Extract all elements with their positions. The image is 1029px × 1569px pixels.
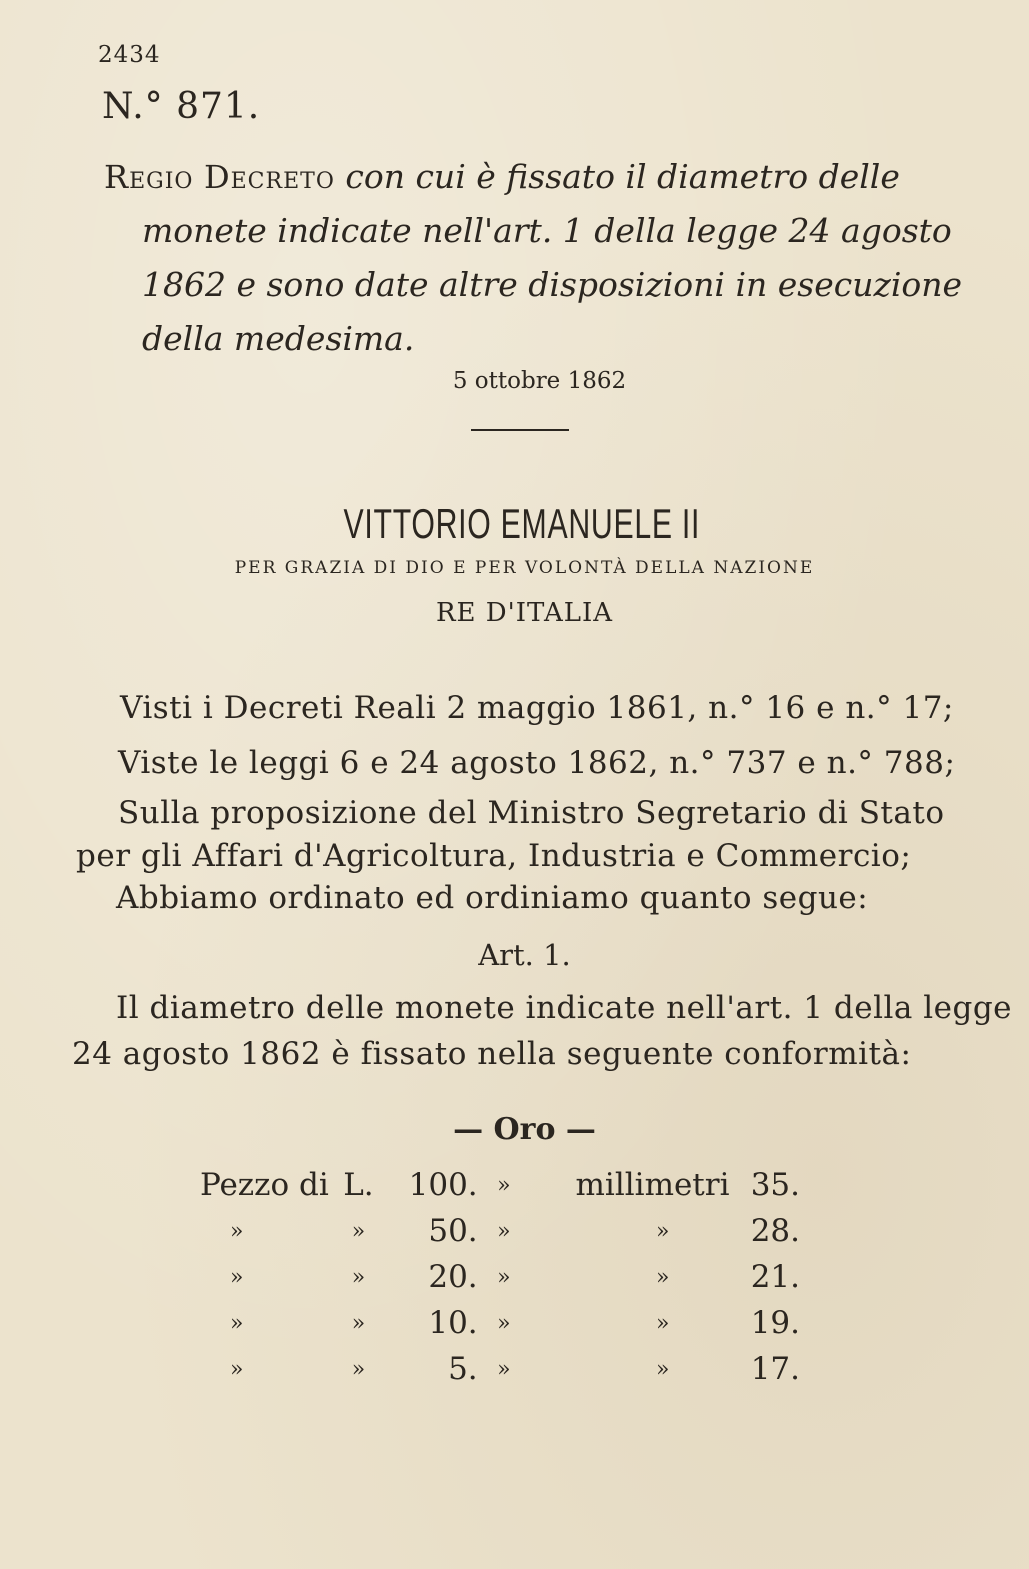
coin-diameter: 35. [750,1167,800,1203]
gold-section-heading: — Oro — [453,1112,596,1147]
ditto-mark: » [230,1310,244,1336]
title-lead-word-2: Decreto [203,158,335,196]
coin-diameter: 21. [750,1259,800,1295]
preamble-line-3: Sulla proposizione del Ministro Segretario di Stato [118,795,945,831]
article-line-1: Il diametro delle monete indicate nell'art. 1 della legge [116,990,1013,1026]
king-title: RE D'ITALIA [435,598,614,628]
ditto-mark: » [351,1264,366,1290]
coin-value: 5. [448,1351,478,1387]
preamble-line-4: per gli Affari d'Agricoltura, Industria e Commercio; [76,838,912,874]
sovereign-name: VITTORIO EMANUELE II [343,500,701,547]
ditto-mark: » [656,1264,670,1290]
title-line-2: monete indicate nell'art. 1 della legge 24 agosto [142,211,952,250]
decree-title [104,150,964,366]
title-line-4: della medesima. [142,319,415,358]
preamble-line-5: Abbiamo ordinato ed ordiniamo quanto segue: [116,880,869,916]
separator-rule [471,429,569,431]
ditto-mark: » [230,1218,244,1244]
coin-value: 100. [408,1167,478,1203]
coin-diameter: 19. [750,1305,800,1341]
grace-formula: PER GRAZIA DI DIO E PER VOLONTÀ DELLA NAZIONE [234,558,815,578]
table-row [200,1300,800,1346]
table-row [200,1162,800,1208]
currency-label: L. [343,1167,374,1203]
title-lead-word-1: Regio [104,158,194,196]
coin-value: 10. [428,1305,478,1341]
ditto-mark: » [351,1310,366,1336]
article-line-2: 24 agosto 1862 è fissato nella seguente conformità: [72,1036,912,1072]
preamble-line-1: Visti i Decreti Reali 2 maggio 1861, n.° 16 e n.° 17; [120,690,954,726]
ditto-mark: » [656,1310,670,1336]
article-heading: Art. 1. [478,938,571,972]
ditto-mark: » [497,1356,511,1382]
title-line-3: 1862 e sono date altre disposizioni in esecuzione [142,265,963,304]
coin-diameter-table [200,1162,800,1392]
ditto-mark: » [497,1310,511,1336]
page-number: 2434 [98,42,161,68]
coin-value: 20. [428,1259,478,1295]
ditto-mark: » [351,1218,366,1244]
decree-date: 5 ottobre 1862 [452,368,627,394]
ditto-mark: » [656,1218,670,1244]
ditto-mark: » [497,1218,511,1244]
ditto-mark: » [497,1172,511,1198]
ditto-mark: » [230,1356,244,1382]
document-number: N.° 871. [102,86,261,127]
ditto-mark: » [351,1356,366,1382]
title-line-1-rest: con cui è fissato il diametro delle [345,157,900,196]
title-line-1 [104,150,964,204]
ditto-mark: » [497,1264,511,1290]
coin-diameter: 28. [750,1213,800,1249]
table-row [200,1254,800,1300]
coin-diameter: 17. [750,1351,800,1387]
unit-label: millimetri [575,1167,730,1203]
coin-label: Pezzo di [200,1167,329,1203]
table-row [200,1208,800,1254]
table-row [200,1346,800,1392]
ditto-mark: » [230,1264,244,1290]
ditto-mark: » [656,1356,670,1382]
coin-value: 50. [428,1213,478,1249]
preamble-line-2: Viste le leggi 6 e 24 agosto 1862, n.° 737 e n.° 788; [118,745,956,781]
